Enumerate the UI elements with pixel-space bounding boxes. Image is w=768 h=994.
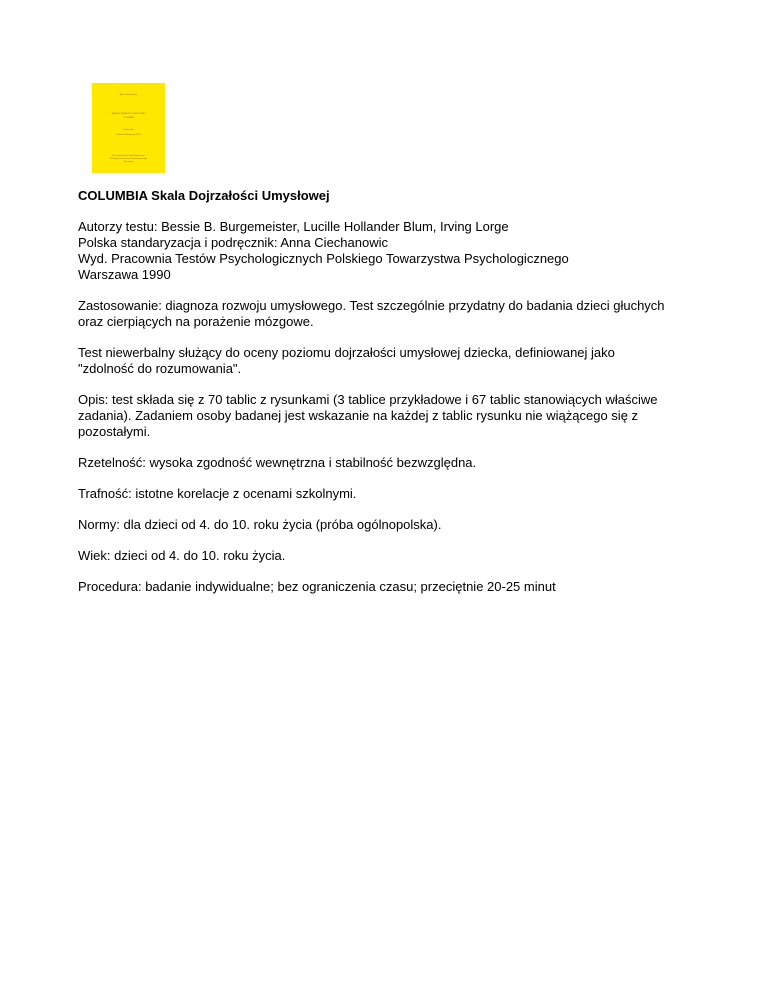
publisher-line: Wyd. Pracownia Testów Psychologicznych Polskiego Towarzystwa Psychologicznego xyxy=(78,251,569,266)
cover-text: COLUMBIA xyxy=(123,117,134,119)
authors-line: Autorzy testu: Bessie B. Burgemeister, Lucille Hollander Blum, Irving Lorge xyxy=(78,219,509,234)
document-body xyxy=(78,188,698,610)
cover-text: Warszawa xyxy=(123,161,134,163)
cover-text: Podręcznik xyxy=(123,129,134,131)
standardization-line: Polska standaryzacja i podręcznik: Anna Ciechanowic xyxy=(78,235,389,250)
document-title: COLUMBIA Skala Dojrzałości Umysłowej xyxy=(78,188,330,203)
paragraph-line: Zastosowanie: diagnoza rozwoju umysłowego. Test szczególnie przydatny do badania dzieci głuchych xyxy=(78,298,665,313)
cover-text: Pracownia Testów Psychologicznych xyxy=(112,155,145,157)
publication-info xyxy=(78,219,698,283)
paragraph-line: "zdolność do rozumowania". xyxy=(78,361,242,376)
application-paragraph xyxy=(78,298,698,330)
procedure-paragraph: Procedura: badanie indywidualne; bez ograniczenia czasu; przeciętnie 20-25 minut xyxy=(78,579,556,594)
cover-text: Polska standaryzacja 1990 xyxy=(116,134,141,136)
description-intro-paragraph xyxy=(78,345,698,377)
paragraph-line: Opis: test składa się z 70 tablic z rysunkami (3 tablice przykładowe i 67 tablic stanowiących właściwe xyxy=(78,392,658,407)
cover-text: SKALA DOJRZAŁOŚCI UMYSŁOWEJ xyxy=(111,113,146,115)
age-paragraph: Wiek: dzieci od 4. do 10. roku życia. xyxy=(78,548,286,563)
cover-text: Anna Ciechanowicz xyxy=(119,94,138,96)
reliability-paragraph: Rzetelność: wysoka zgodność wewnętrzna i stabilność bezwzględna. xyxy=(78,455,477,470)
paragraph-line: zadania). Zadaniem osoby badanej jest wskazanie na każdej z tablic rysunku nie wiążącego się z xyxy=(78,408,639,423)
paragraph-line: pozostałymi. xyxy=(78,424,151,439)
cover-text: Polskiego Towarzystwa Psychologicznego xyxy=(109,158,148,160)
book-cover-image xyxy=(92,83,165,173)
norms-paragraph: Normy: dla dzieci od 4. do 10. roku życia (próba ogólnopolska). xyxy=(78,517,442,532)
place-year-line: Warszawa 1990 xyxy=(78,267,171,282)
description-paragraph xyxy=(78,392,698,440)
paragraph-line: oraz cierpiących na porażenie mózgowe. xyxy=(78,314,314,329)
paragraph-line: Test niewerbalny służący do oceny poziomu dojrzałości umysłowej dziecka, definiowanej jako xyxy=(78,345,615,360)
validity-paragraph: Trafność: istotne korelacje z ocenami szkolnymi. xyxy=(78,486,357,501)
